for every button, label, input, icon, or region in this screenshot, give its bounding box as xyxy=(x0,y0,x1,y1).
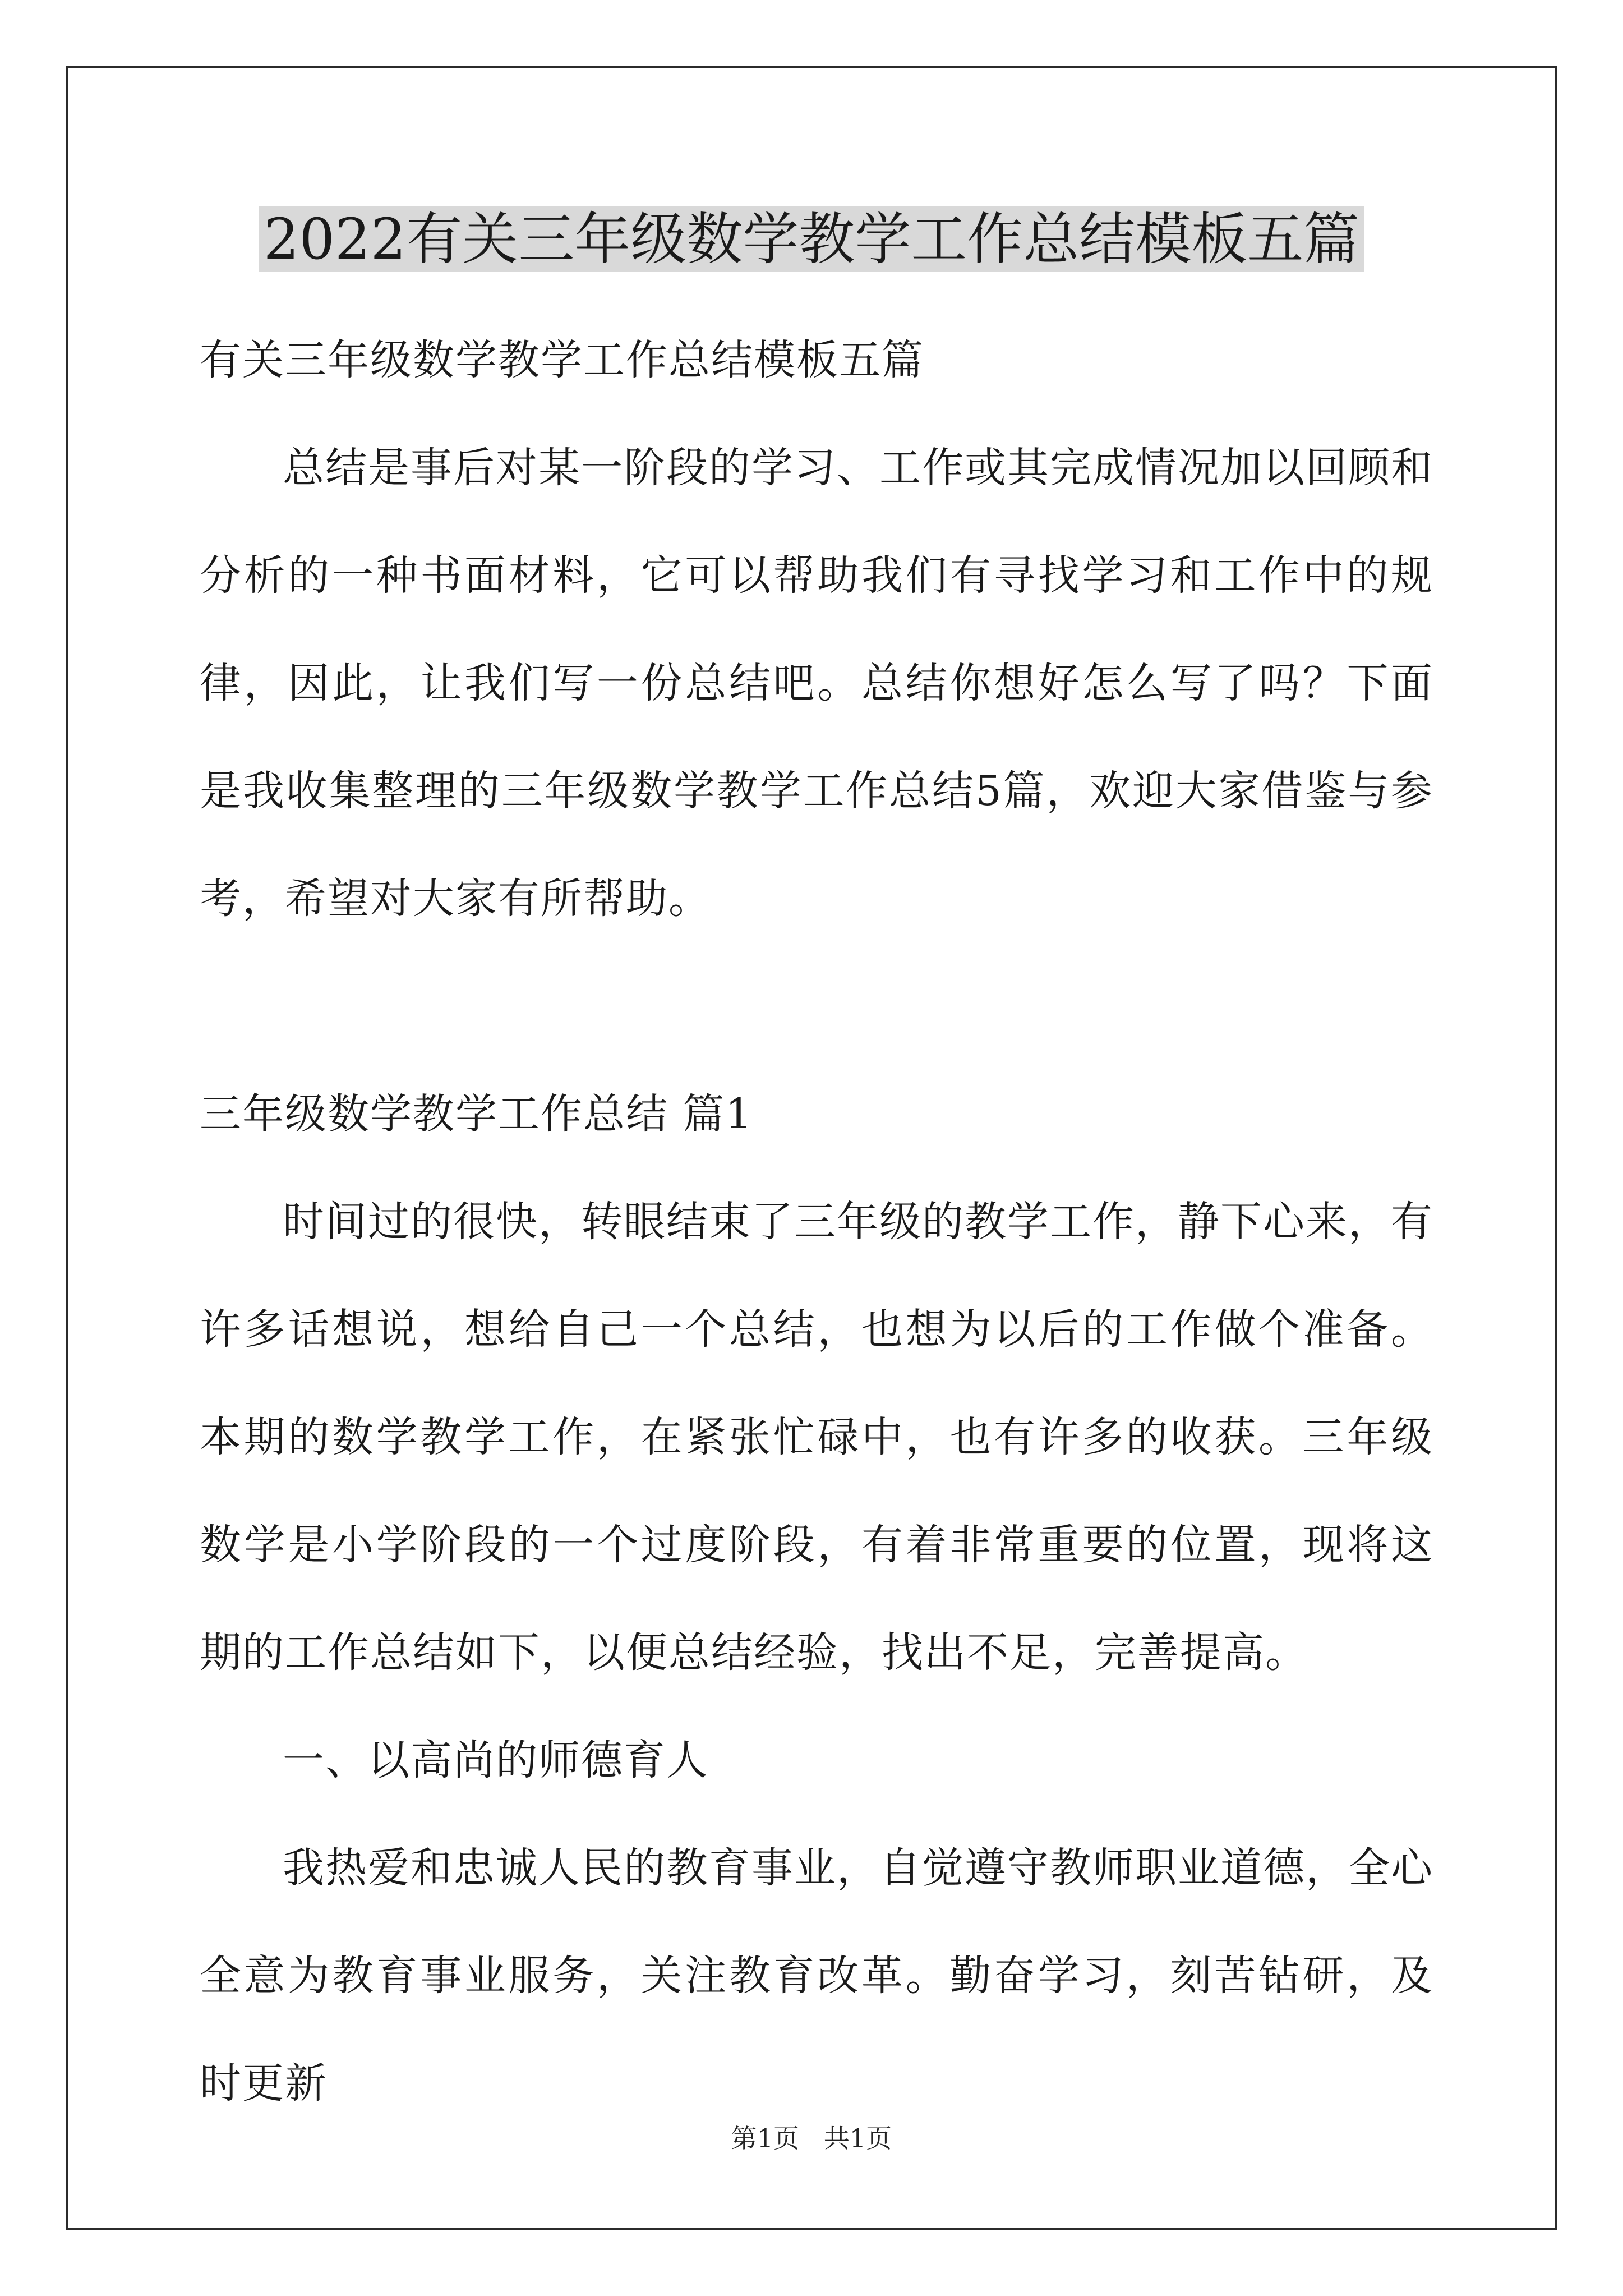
document-title-text: 2022有关三年级数学教学工作总结模板五篇 xyxy=(259,206,1364,272)
document-title xyxy=(0,197,1623,282)
section-heading: 三年级数学教学工作总结 篇1 xyxy=(200,1090,753,1138)
intro-paragraph: 总结是事后对某一阶段的学习、工作或其完成情况加以回顾和分析的一种书面材料，它可以帮助我们有寻找学习和工作中的规律，因此，让我们写一份总结吧。总结你想好怎么写了吗？下面是我收集整理的三年级数学教学工作总结5篇，欢迎大家借鉴与参考，希望对大家有所帮助。 xyxy=(200,444,1433,923)
paragraph-gap xyxy=(200,953,1433,1060)
section-paragraph-2: 我热爱和忠诚人民的教育事业，自觉遵守教师职业道德，全心全意为教育事业服务，关注教育改革。勤奋学习，刻苦钻研，及时更新 xyxy=(200,1844,1433,2108)
document-subtitle: 有关三年级数学教学工作总结模板五篇 xyxy=(200,336,924,384)
subheading-1: 一、以高尚的师德育人 xyxy=(283,1736,709,1784)
document-body xyxy=(200,306,1433,2137)
page-number-footer: 第1页 共1页 xyxy=(731,2123,892,2154)
section-paragraph-1: 时间过的很快，转眼结束了三年级的教学工作，静下心来，有许多话想说，想给自己一个总结，也想为以后的工作做个准备。本期的数学教学工作，在紧张忙碌中，也有许多的收获。三年级数学是小学阶段的一个过度阶段，有着非常重要的位置，现将这期的工作总结如下，以便总结经验，找出不足，完善提高。 xyxy=(200,1198,1433,1677)
